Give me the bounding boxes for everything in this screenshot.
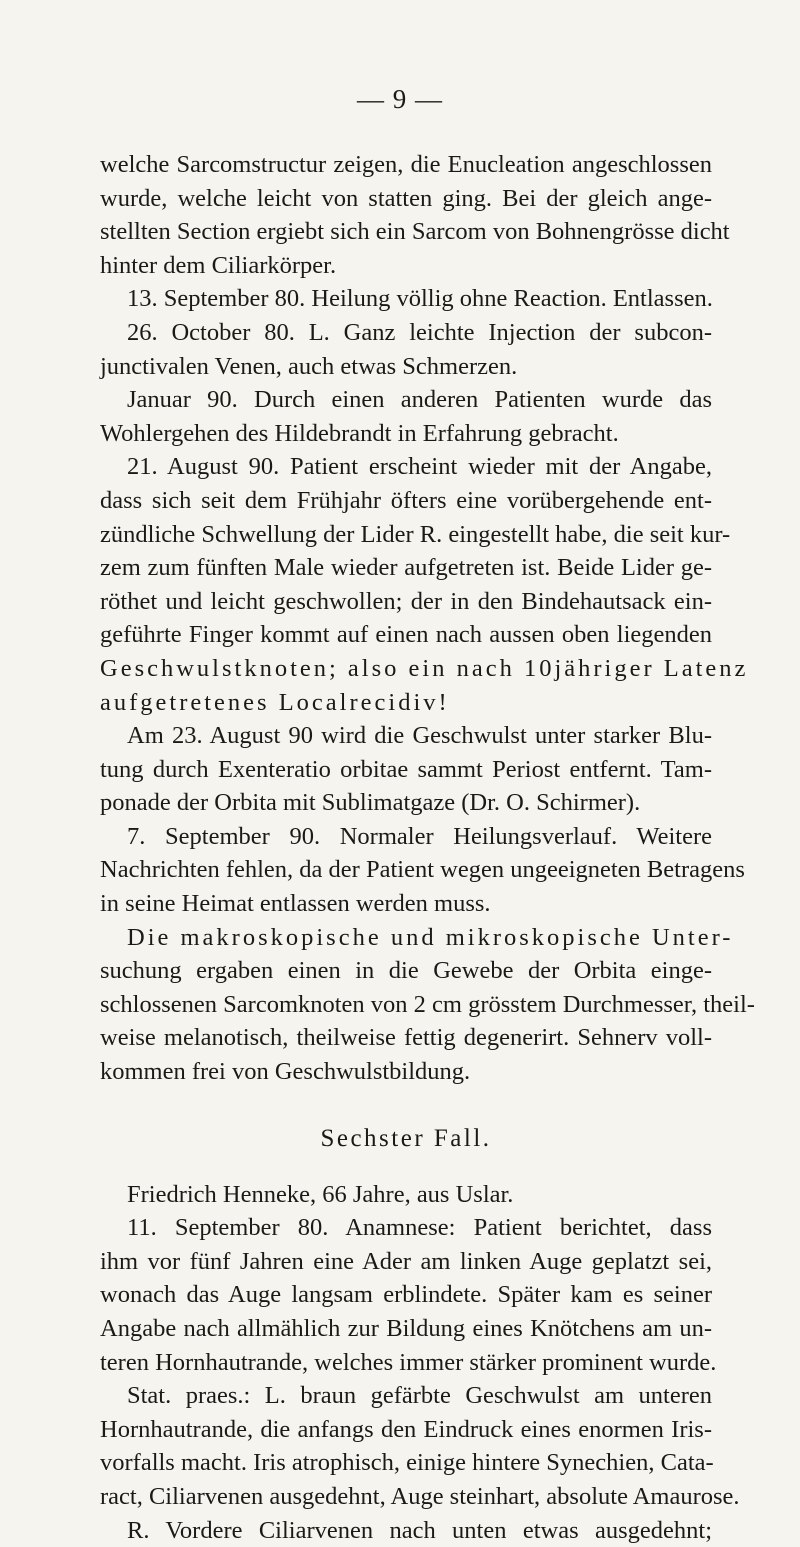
paragraph-block-case-six bbox=[100, 1178, 740, 1547]
text-line: kommen frei von Geschwulstbildung. bbox=[100, 1058, 471, 1086]
text-line: ihm vor fünf Jahren eine Ader am linken Auge geplatzt sei, bbox=[100, 1247, 712, 1275]
text-line: stellten Section ergiebt sich ein Sarcom von Bohnengrösse dicht bbox=[100, 218, 730, 246]
text-line: Wohlergehen des Hildebrandt in Erfahrung gebracht. bbox=[100, 419, 619, 447]
text-line: Hornhautrande, die anfangs den Eindruck eines enormen Iris- bbox=[100, 1415, 712, 1443]
text-line: 11. September 80. Anamnese: Patient berichtet, dass bbox=[127, 1214, 712, 1242]
body-text bbox=[100, 148, 755, 1547]
text-line: 21. August 90. Patient erscheint wieder mit der Angabe, bbox=[127, 453, 712, 481]
text-line: zem zum fünften Male wieder aufgetreten ist. Beide Lider ge- bbox=[100, 554, 712, 582]
text-line: röthet und leicht geschwollen; der in den Bindehautsack ein- bbox=[100, 587, 712, 615]
text-line: ponade der Orbita mit Sublimatgaze (Dr. O. Schirmer). bbox=[100, 789, 641, 817]
text-line: tung durch Exenteratio orbitae sammt Periost entfernt. Tam- bbox=[100, 755, 712, 783]
text-line: vorfalls macht. Iris atrophisch, einige hintere Synechien, Cata- bbox=[100, 1449, 714, 1477]
paragraph-block-case-five bbox=[100, 148, 755, 1089]
text-line: Am 23. August 90 wird die Geschwulst unter starker Blu- bbox=[127, 722, 712, 750]
text-line: geführte Finger kommt auf einen nach aussen oben liegenden bbox=[100, 621, 712, 649]
text-line: in seine Heimat entlassen werden muss. bbox=[100, 890, 491, 918]
text-line: schlossenen Sarcomknoten von 2 cm grösstem Durchmesser, theil- bbox=[100, 990, 755, 1018]
text-line: 26. October 80. L. Ganz leichte Injection der subcon- bbox=[127, 318, 712, 346]
text-line: zündliche Schwellung der Lider R. eingestellt habe, die seit kur- bbox=[100, 520, 731, 548]
text-line: junctivalen Venen, auch etwas Schmerzen. bbox=[100, 352, 518, 380]
text-line: Angabe nach allmählich zur Bildung eines Knötchens am un- bbox=[100, 1315, 712, 1342]
text-line: suchung ergaben einen in die Gewebe der Orbita einge- bbox=[100, 957, 712, 985]
text-line: Stat. praes.: L. braun gefärbte Geschwulst am unteren bbox=[127, 1382, 712, 1410]
text-line: wurde, welche leicht von statten ging. Bei der gleich ange- bbox=[100, 184, 712, 212]
text-line: teren Hornhautrande, welches immer stärker prominent wurde. bbox=[100, 1348, 717, 1376]
text-line: 13. September 80. Heilung völlig ohne Reaction. Entlassen. bbox=[127, 285, 713, 313]
text-line: aufgetretenes Localrecidiv! bbox=[100, 688, 450, 716]
text-line: Nachrichten fehlen, da der Patient wegen ungeeigneten Betragens bbox=[100, 856, 745, 884]
text-line: ract, Ciliarvenen ausgedehnt, Auge steinhart, absolute Amaurose. bbox=[100, 1482, 740, 1510]
text-line: 7. September 90. Normaler Heilungsverlauf. Weitere bbox=[127, 822, 712, 850]
text-line: welche Sarcomstructur zeigen, die Enucleation angeschlossen bbox=[100, 151, 712, 178]
text-line: Januar 90. Durch einen anderen Patienten wurde das bbox=[127, 386, 712, 414]
text-line: hinter dem Ciliarkörper. bbox=[100, 251, 337, 279]
text-line: Friedrich Henneke, 66 Jahre, aus Uslar. bbox=[127, 1180, 514, 1208]
text-line: weise melanotisch, theilweise fettig degenerirt. Sehnerv voll- bbox=[100, 1024, 712, 1052]
text-line: wonach das Auge langsam erblindete. Später kam es seiner bbox=[100, 1281, 712, 1309]
text-line: R. Vordere Ciliarvenen nach unten etwas ausgedehnt; bbox=[127, 1516, 712, 1544]
page-number: — 9 — bbox=[357, 84, 443, 114]
section-heading: Sechster Fall. bbox=[320, 1124, 492, 1152]
text-line: dass sich seit dem Frühjahr öfters eine vorübergehende ent- bbox=[100, 486, 712, 514]
text-line: Geschwulstknoten; also ein nach 10jähriger Latenz bbox=[100, 654, 749, 682]
text-line: Die makroskopische und mikroskopische Unter- bbox=[127, 923, 734, 951]
